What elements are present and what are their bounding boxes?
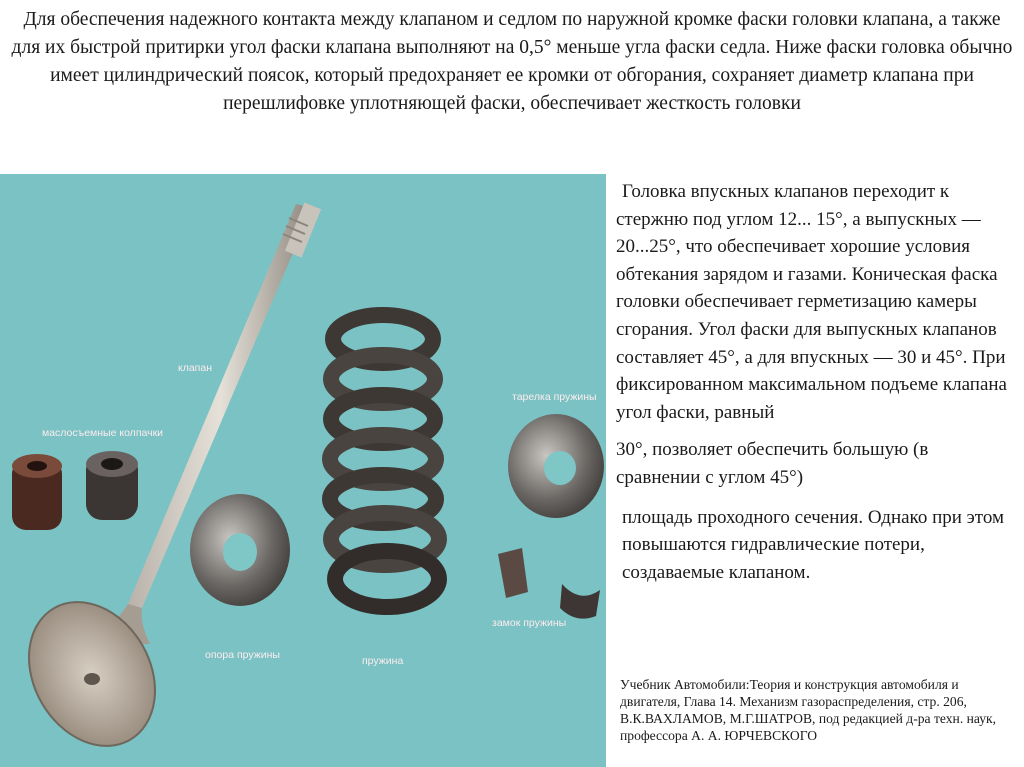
label-spring-support: опора пружины: [205, 649, 280, 661]
valve-parts-photo: [0, 174, 606, 767]
right-text-column: [616, 178, 1008, 586]
reference-note: Учебник Автомобили:Теория и конструкция автомобиля и двигателя, Глава 14. Механизм газораспределения, стр. 206, В.К.ВАХЛАМОВ, М.Г.ШАТРОВ, под редакцией д-ра техн. наук, профессора А. А. ЮРЧЕВСКОГО: [620, 677, 997, 743]
right-paragraph-3: площадь проходного сечения. Однако при этом повышаются гидравлические потери, создаваемые клапаном.: [622, 506, 1005, 583]
label-spring-plate: тарелка пружины: [512, 391, 597, 403]
valve-parts-illustration: [0, 174, 606, 767]
header-paragraph: Для обеспечения надежного контакта между клапаном и седлом по наружной кромке фаски головки клапана, а также для их быстрой притирки угол фаски клапана выполняют на 0,5° меньше угла фаски седла. Ниже фаски головка обычно имеет цилиндрический поясок, который предохраняет ее кромки от обгорания, сохраняет диаметр клапана при перешлифовке уплотняющей фаски, обеспечивает жесткость головки: [11, 9, 1013, 114]
label-spring-lock: замок пружины: [492, 617, 567, 629]
right-paragraph-1: Головка впускных клапанов переходит к стержню под углом 12... 15°, а выпускных — 20...25°, что обеспечивает хорошие условия обтекания зарядом и газами. Коническая фаска головки обеспечивает герметизацию камеры сгорания. Угол фаски для выпускных клапанов составляет 45°, а для впускных — 30 и 45°. При фиксированном максимальном подъеме клапана угол фаски, равный: [616, 181, 1007, 423]
right-paragraph-2: 30°, позволяет обеспечить большую (в сравнении с углом 45°): [616, 439, 929, 488]
label-spring: пружина: [362, 655, 404, 667]
spring-support: [190, 494, 290, 606]
label-seals: маслосъемные колпачки: [42, 427, 164, 439]
label-valve: клапан: [178, 362, 213, 374]
spring-plate: [508, 414, 604, 518]
